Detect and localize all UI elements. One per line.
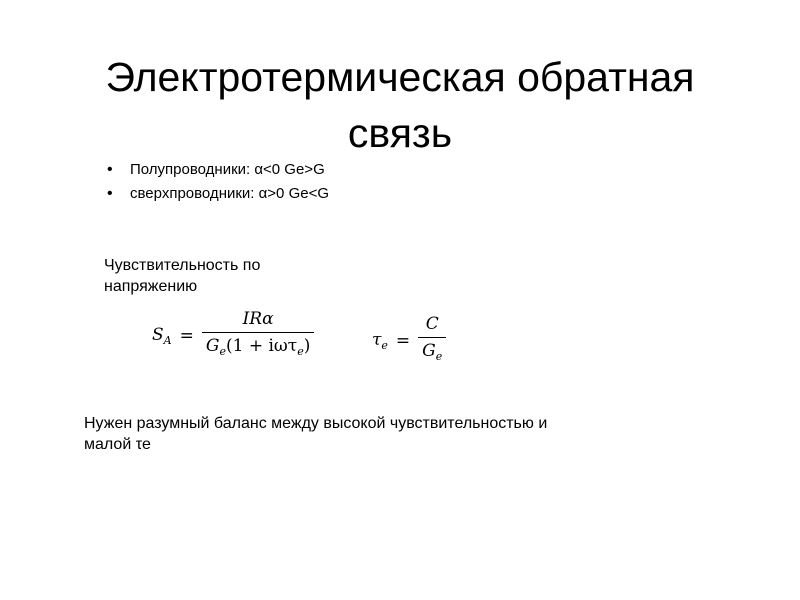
formula-sa-numerator: IRα: [242, 309, 274, 329]
title-line-2: связь: [347, 110, 453, 157]
formula-sa-denominator: $G_e(1 + i\omega\tau_e)$: [205, 336, 311, 358]
bullet-list: [103, 158, 329, 206]
sensitivity-line-2: напряжению: [104, 278, 198, 295]
balance-note: [84, 413, 684, 455]
formula-sa-fraction: [202, 309, 314, 362]
formula-tau-equals: =: [395, 330, 411, 351]
balance-line-1: Нужен разумный баланс между высокой чувствительностью и: [84, 415, 548, 432]
formula-tau: [372, 314, 446, 367]
sensitivity-label: [104, 255, 344, 297]
sensitivity-line-1: Чувствительность по: [104, 257, 261, 274]
balance-line-2: малой τe: [84, 436, 151, 453]
formula-sa-lhs: $S_A$: [152, 324, 172, 347]
title-line-1: Электротермическая обратная: [105, 54, 695, 101]
formula-tau-numerator: C: [425, 314, 439, 334]
bullet-superconductors: • сверхпроводники: α>0 Ge<G: [103, 182, 329, 206]
formula-sa-equals: =: [179, 325, 194, 346]
slide-title: [0, 49, 800, 161]
bullet-semiconductors: • Полупроводники: α<0 Ge>G: [103, 158, 329, 182]
formula-tau-fraction: [418, 314, 446, 367]
formula-sa: [152, 309, 314, 362]
formula-tau-lhs: $\tau_e$: [372, 329, 388, 352]
formula-tau-denominator: $G_e$: [422, 341, 443, 363]
